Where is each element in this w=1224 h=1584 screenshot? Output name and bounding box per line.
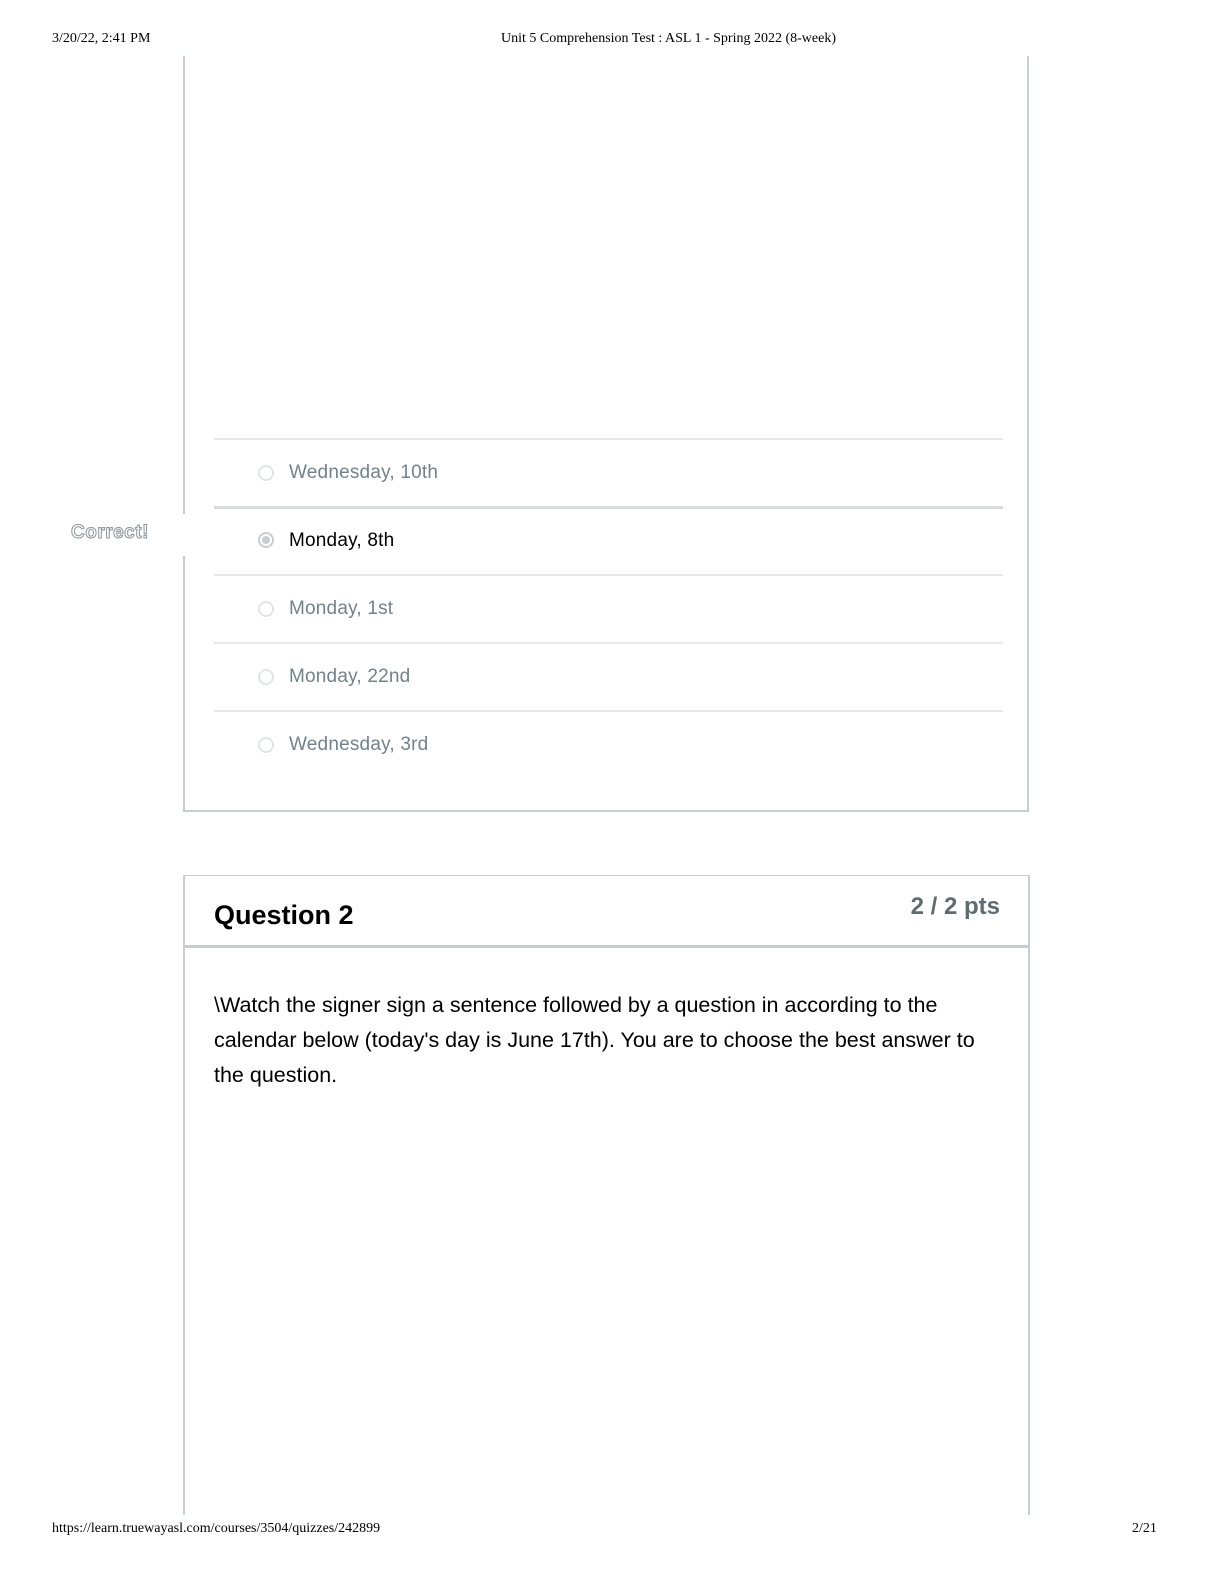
correct-answer-flag: Correct! [71,522,149,543]
answer-label: Wednesday, 3rd [289,734,429,755]
question-2-panel [183,875,1030,1515]
answer-option-selected[interactable] [214,506,1003,574]
print-page-title: Unit 5 Comprehension Test : ASL 1 - Spring 2022 (8-week) [501,31,836,46]
question-1-panel [183,56,1029,812]
question-header [185,876,1028,948]
radio-button[interactable] [258,669,274,685]
answer-label: Monday, 22nd [289,666,411,687]
answer-list [214,438,1003,778]
question-title: Question 2 [214,900,354,930]
radio-button[interactable] [258,601,274,617]
panel-border-gap [182,514,186,556]
answer-label: Monday, 8th [289,530,395,551]
answer-option[interactable] [214,574,1003,642]
question-prompt: \Watch the signer sign a sentence followed by a question in according to the calendar below (today's day is June 17th). You are to choose the best answer to the question. [214,993,975,1087]
radio-button-selected[interactable] [258,532,274,548]
question-points: 2 / 2 pts [910,893,1000,920]
radio-button[interactable] [258,737,274,753]
answer-label: Wednesday, 10th [289,462,439,483]
answer-option[interactable] [214,438,1003,506]
print-url: https://learn.truewayasl.com/courses/3504/quizzes/242899 [52,1521,381,1536]
answer-option[interactable] [214,642,1003,710]
print-datetime: 3/20/22, 2:41 PM [52,31,151,46]
answer-option[interactable] [214,710,1003,778]
radio-button[interactable] [258,465,274,481]
answer-label: Monday, 1st [289,598,394,619]
print-page-number: 2/21 [1132,1521,1157,1536]
